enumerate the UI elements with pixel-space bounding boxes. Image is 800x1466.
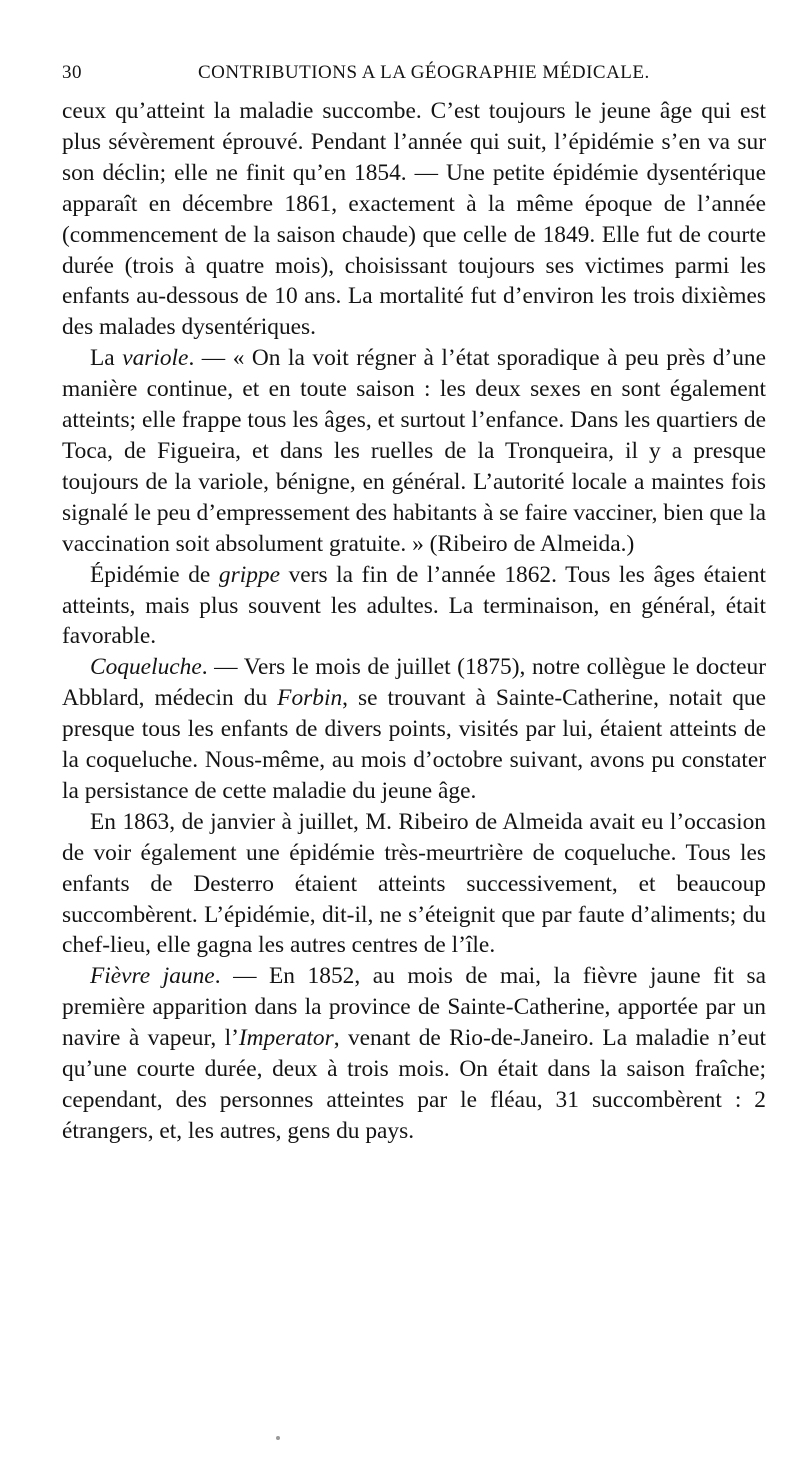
paragraph-smallpox <box>62 343 766 559</box>
paragraph-dysentery <box>62 96 766 343</box>
text-run: . — Vers le mois de juillet (1875), notre collègue le docteur Abblard, médecin du <box>62 654 766 712</box>
body-text <box>62 96 766 1147</box>
text-run: Épidémie de <box>90 561 219 588</box>
text-run: ceux qu’atteint la maladie succombe. C’est toujours le jeune âge qui est plus sévèrement éprouvé. Pendant l’année qui suit, l’épidémie s’en va sur son déclin; elle ne finit qu’en 1854. — Une petite épidémie dysentérique apparaît en décembre 1861, exactement à la même époque de l’année (commencement de la saison chaude) que celle de 1849. Elle fut de courte durée (trois à quatre mois), choisissant toujours ses victimes parmi les enfants au-dessous de 10 ans. La mortalité fut d’environ les trois dixièmes des malades dysentériques. <box>62 98 766 341</box>
italic-term: grippe <box>218 561 280 588</box>
running-title: CONTRIBUTIONS A LA GÉOGRAPHIE MÉDICALE. <box>198 62 650 83</box>
paragraph-whooping-cough <box>62 652 766 807</box>
running-header <box>62 62 742 86</box>
italic-ship-name: Forbin <box>277 685 343 712</box>
text-run: , se trouvant à Sainte-Catherine, notait que presque tous les enfants de divers points, visités par lui, étaient atteints de la coqueluche. Nous-même, au mois d’octobre suivant, avons pu constater la persistance de cette maladie du jeune âge. <box>62 685 766 804</box>
page-number: 30 <box>62 62 82 83</box>
text-run: La <box>90 345 123 372</box>
italic-term: variole <box>122 345 189 372</box>
text-run: . — « On la voit régner à l’état sporadique à peu près d’une manière continue, et en toute saison : les deux sexes en sont également atteints; elle frappe tous les âges, et surtout l’enfance. Dans les quartiers de Toca, de Figueira, et dans les ruelles de la Tronqueira, il y a presque toujours de la variole, bénigne, en général. L’autorité locale a maintes fois signalé le peu d’empressement des habitants à se faire vacciner, bien que la vaccination soit absolument gratuite. » (Ribeiro de Almeida.) <box>62 345 766 557</box>
print-speck <box>276 1436 280 1440</box>
text-run: En 1863, de janvier à juillet, M. Ribeiro de Almeida avait eu l’occasion de voir également une épidémie très-meurtrière de coqueluche. Tous les enfants de Desterro étaient atteints successivement, et beaucoup succombèrent. L’épidémie, dit-il, ne s’éteignit que par faute d’aliments; du chef-lieu, elle gagna les autres centres de l’île. <box>62 808 766 959</box>
italic-term: Coqueluche <box>90 654 202 681</box>
italic-ship-name: Imperator <box>238 1025 334 1052</box>
paragraph-yellow-fever <box>62 961 766 1146</box>
text-run: , venant de Rio-de-Janeiro. La maladie n’eut qu’une courte durée, deux à trois mois. On était dans la saison fraîche; cependant, des personnes atteintes par le fléau, 31 succombèrent : 2 étrangers, et, les autres, gens du pays. <box>62 1025 766 1144</box>
text-run: vers la fin de l’année 1862. Tous les âges étaient atteints, mais plus souvent les adultes. La terminaison, en général, était favorable. <box>62 561 766 650</box>
paragraph-whooping-cough-1863 <box>62 807 766 962</box>
paragraph-influenza <box>62 560 766 653</box>
text-run: . — En 1852, au mois de mai, la fièvre jaune fit sa première apparition dans la province de Sainte-Catherine, apportée par un navire à vapeur, l’ <box>62 963 766 1052</box>
italic-term: Fièvre jaune <box>90 963 215 990</box>
